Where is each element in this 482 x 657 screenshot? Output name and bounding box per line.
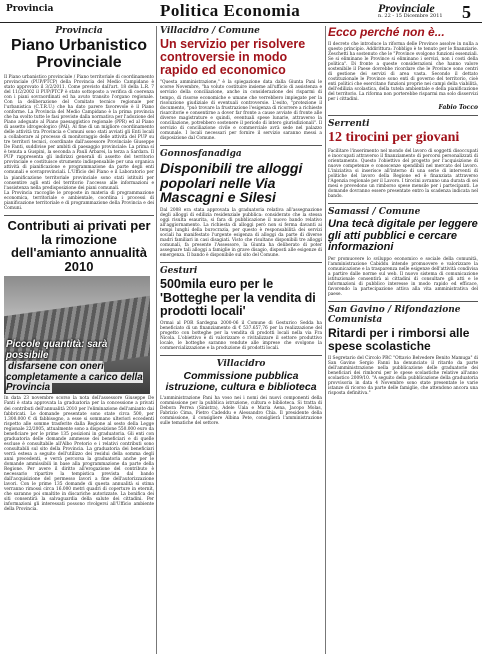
article-author: Fabio Tocco [438, 104, 478, 112]
asbestos-roof-photo [4, 276, 150, 394]
photo-caption-line: Piccole quantità: sarà possibile [6, 339, 108, 362]
article-body: Per promuovere lo sviluppo economico e sociale della comunità, l'amministrazione Cabiddu intende promuovere e valorizzare la comunicazione e la trasparenza nelle esigenze dell'attività condivisa a partire dalle norme sul web. Il nuovo sistema di comunicazione istituzionale consentirà ai cittadini di consultare gli atti e le informazioni di pubblico interesse in modo rapido ed efficace, favorendo la partecipazione attiva alla vita amministrativa del paese. [328, 256, 478, 298]
article-body: Il Piano urbanistico provinciale / Piano territoriale di coordinamento provinciale (PUP/PTCP) della Provincia del Medio Campidano è stato approvato il 3/2/2011. Come previsto dall'art. 18 della L.R. 7 del 11/2/2002 il PUP/PTCP è stato sottoposto a verifica di coerenza con i piani sovraordinati ed ha avuto transito l'organo regionale. Con la deliberazione del Comitato tecnico regionale per l'urbanistica (C.T.R.U.) che ha dato parere favorevole è il Piano conforme. La Provincia del Medio Campidano è la prima provincia che ha svolto tutte le fasi previste dalla normativa per l'adozione del Piano adeguato al Piano paesaggistico regionale (PPR) ed al Piano di assetto idrogeologico (PAI). Al fine di un migliore coordinamento delle attività tra Provincia e Comuni sono stati avviati gli Enti locali a collaborare al processo di monitoraggio delle attività del PUP su tre territori tecnici, coordinate dall'assessore Provinciale Giuseppe De Fanti, suddivise per ambiti di paesaggio provinciale: La prima si è tenuta a Guspini, la seconda a Paulì Arbarei, la terza a Sardara. Il PUP rappresenta gli indirizzi generali di assetto del territorio provinciale e costituisce strumento indispensabile per una organica attività di pianificazione e programmazione da parte degli enti comunali e sovraprovinciali. L'Ufficio del Piano e il Laboratorio per la pianificazione territoriale provinciale sono stati istituiti per consentire agli enti del territorio l'accesso alle informazioni e l'assistenza nella predisposizione dei piani comunali. [4, 74, 154, 191]
article-kicker: Villacidro / Comune [160, 26, 260, 36]
article-body: Il decreto che introduce la riforma delle Province assolve in nulla a questo principio. Addirittura: l'obbligo è te tenuto per le finanziarie. Zeschetti ha sostenuto che le "Province svolgono funzioni essenziali. Se si eliminano le Province si eliminano i servizi, non i costi della politica". Di fronte a queste considerazioni che hanno valore sostenibile il Paese dovrebbe ricordare che le Province sono centri di gestione dei servizi di area vasta. Secondo il dettato costituzionale le Province sono enti di governo del territorio, cioè enti politici che esercitano funzioni proprie nei campi della viabilità, dell'edilizia scolastica, della tutela ambientale e della pianificazione del territorio. La riforma non porterebbe risparmi ma solo disservizi per i cittadini. [328, 41, 478, 103]
article-headline: Piano Urbanistico Provinciale [10, 37, 148, 71]
article-headline: 500mila euro per le 'Botteghe per la vendita di prodotti locali' [160, 277, 316, 318]
newspaper-logo: Provinciale [378, 1, 435, 15]
article-headline: Una tecà digitale per leggere gli atti pubblici e cercare informazioni [328, 218, 478, 254]
divider [4, 215, 154, 216]
divider [328, 301, 478, 302]
article-headline: Un servizio per risolvere controversie in modo rapido ed economico [160, 37, 306, 78]
divider [160, 355, 322, 356]
article-headline: Ritardi per i rimborsi alle spese scolastiche [328, 326, 470, 353]
page-number: 5 [462, 2, 471, 22]
divider [328, 203, 478, 204]
article-kicker: Samassi / Comune [328, 207, 421, 218]
article-kicker: Provincia [55, 26, 103, 36]
article-body: Il Segretario del Circolo PRC "Ottavio Belvedere Benito Mamuga" di San Gavino Sergio Fanni ha denunciato il ritardo da parte dell'amministrazione nella pubblicazione delle graduatorie dei beneficiari dei rimborsi per le spese scolastiche relative all'anno scolastico 2009/10. "A seguito della pubblicazione della graduatoria provvisoria in data 4 Novembre sono state presentate le varie istanze di ricorso da parte delle famiglie, che attendono ancora una risposta definitiva." [328, 355, 478, 396]
article-headline: Disponibili tre alloggi popolari nelle Via Mascagni e Silesi [160, 159, 303, 206]
article-kicker: Villacidro [216, 359, 266, 370]
column-middle [160, 26, 322, 426]
article-kicker: Gonnosfanadiga [160, 148, 242, 159]
article-body: L'amministrazione Pani ha voso nei i nomi dei nuovi componenti della commissione per la pubblica istruzione, cultura e biblioteca. Si tratta di Debora Perrea (Sinistra), Adele Uala e Maria Aena, Jacopo Molas, Fabrizio Cima, Pietro Cadeddu e Alessandro Chìa. Il presidente della commissione, il consigliere Albina Pete, consiglierà l'amministrazione sulle tematiche del settore. [160, 396, 322, 427]
article-kicker: Serrenti [328, 119, 370, 130]
photo-caption-highlight: disfarsene con oneri completamente a carico della Provincia [6, 360, 143, 394]
article-headline: 12 tirocini per giovani [328, 130, 460, 146]
column-right [328, 26, 478, 396]
article-body: Facilitare l'inserimento nel mondo del lavoro di soggetti disoccupati e inoccupati attraverso il finanziamento di percorsi personalizzati di orientamento. Questo l'obiettivo del progetto per l'acquisizione di nuove competenze e conoscenze spendibili nel mercato del lavoro. L'iniziativa si inserisce all'interno di una serie di interventi di politiche del lavoro della Regione ed è finanziata attraverso l'Agenzia regionale per il Lavoro. I tirocini avranno una durata di sei mesi e prevedono un rimborso spese mensile per i partecipanti. Le domande dovranno essere presentate entro la scadenza indicata nel bando. [328, 148, 478, 200]
issue-date: n. 22 - 15 Dicembre 2011 [378, 13, 443, 19]
article-body: La Provincia raccoglie le proposte in materia di programmazione economica, territoriale e ambientale, coordina i processi di pianificazione territoriale e di programmazione della Provincia e dei Comuni. [4, 190, 154, 211]
divider [328, 115, 478, 116]
article-body: Dal 2008 era stata approvata la graduatoria relativa all'assegnazione degli alloggi di edilizia residenziale pubblica: considerato che la stessa oggi risulta esaurita, si fara di pubblicazione il nuovo bando relativo all'aggiornamento. La richiesta di alloggi però non si ferma davanti ai tempi lunghi della burocrazia, per questo è responsabilità dei servizi sociali ha manifestato l'urgente esigenza di alloggi da parte di diverse madri familiari in casi disagiati. Visto che risultano disponibili tre alloggi comunali, fa presente l'Assessore, la Giunta ha deliberato di poter assegnare tali alloggi a famiglie in grave disagio, disposti alle esigenze di emergenza. Il bando è disponibile sul sito del Comune. [160, 208, 322, 259]
article-kicker: San Gavino / Rifondazione Comunista [328, 305, 461, 326]
page-header [0, 0, 482, 23]
article-headline: Contributi ai privati per la rimozione dell'amianto annualità 2010 [7, 217, 151, 274]
article-headline: Ecco perché non è... [328, 25, 445, 39]
divider [160, 262, 322, 263]
article-headline: Commissione pubblica istruzione, cultura e biblioteca [165, 370, 317, 394]
photo-caption [6, 340, 148, 394]
column-divider [156, 26, 157, 654]
article-body: "Questa amministrazione," è la spiegazione data dalla Giunta Pani le scorse Novembre, "ha voluto costituire insieme all'ufficio di assistenza e servizio della conciliazione, anche in considerazione dei risparmi di tempo, di risorse economiche e umane che verrebbero impiegate per la risoluzione giudiziale di eventuali controversie. L'esito, "protezione il documento, "può trovare la frustrazione l'esigenza di ricorrere a richieste risarcitorie e consentirne a dover far fronte a cause avviate di fronte alle diverse magistrature e quindi, eventuali spese lunarie, attraverso la conciliazione, potrebbero sostenere il periodo di intero giurisdizionali". Il servizio di conciliazione civile e commerciale avrà sede nel palazzo comunale. I locali necessari per fornire il servizio saranno messi a disposizione dal Comune. [160, 80, 322, 141]
article-body: In data 23 novembre scorso la nota dell'assessore Giuseppe De Fanti è stata approvata la graduatoria per la concessione a privati dei contributi dell'annualità 2010 per l'eliminazione dell'amianto dai fabbricati. Le domande presentate sono state circa 500, per 1.300.000 € di fabbisogno, a esse si sommano ulteriori eccedenti rispetto alle somme trasferite dalla Regione al sesto della Legge regionale 22/2005, attualmente sono a disposizione 550.000 euro da beneficiare per le prime 135 posizioni in graduatoria. Gli enti con graduatoria delle domande ammesse dei beneficiari e di quelle escluse è consultabile all'Albo Pretorio e i relativi contributi sono consultabili sul sito della Provincia. La graduatoria dei beneficiari verrà estesa a seguito dell'utilizzo dei residui della somma degli anni precedenti, e verrà percorsa la graduatoria anche per le domande ammissibili in base alla programmazione da parte della Regione. Per avere il diritto all'erogazione del contributo è necessario ripartire la tempistica prevista dal bando dall'acquisizione del permesso lavori a fine dell'autorizzazione lavori. Con le prime 135 domande di questa annualità si stima verranno rimossi circa 16.000 metri quadri di coperture in eternit, che saranno poi smaltite in discariche autorizzate. La bonifica dei siti consentirà la salvaguardia della salute dei cittadini. Per informazioni gli interessati possono rivolgersi all'Ufficio ambiente della Provincia. [4, 396, 154, 513]
article-kicker: Gesturi [160, 266, 198, 277]
column-divider [325, 26, 326, 654]
article-body: Ormai al POR Sardegna 2000-06 il Comune di Gesturico Sedda ha beneficiato di un finanziamento di € 537.657,76 per la realizzazione del progetto con botteghe per la vendita di prodotti locali nella via Fra Nicola. L'obiettivo è di valorizzare e rivitalizzare il settore produttivo locale, le botteghe saranno vendute alle imprese che svolgono la commercializzazione e la produzione di prodotti locali. [160, 320, 322, 352]
column-left [4, 26, 154, 513]
header-section-title: Politica Economia [160, 1, 301, 20]
divider [160, 145, 322, 146]
header-section-left: Provincia [6, 4, 54, 14]
